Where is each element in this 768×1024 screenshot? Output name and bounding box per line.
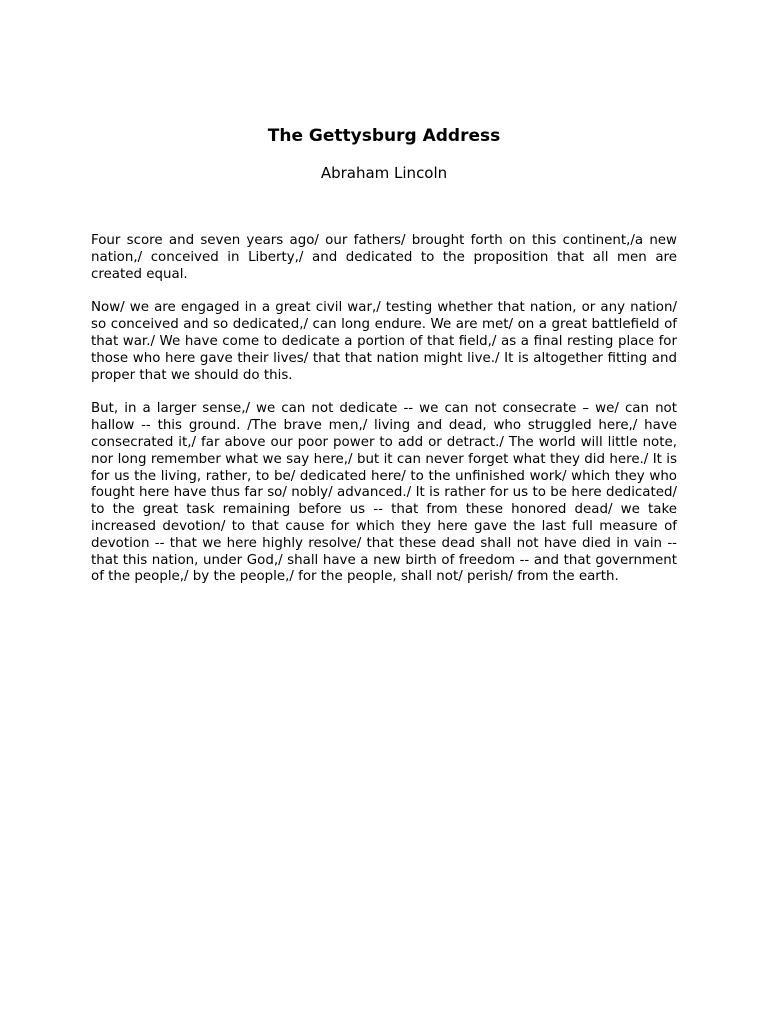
paragraph-2: Now/ we are engaged in a great civil war,/ testing whether that nation, or any nation/ so conceived and so dedicated,/ can long endure. We are met/ on a great battlefield of that war./ We have come to dedicate a portion of that field,/ as a final resting place for those who here gave their lives/ that that nation might live./ It is altogether fitting and proper that we should do this. xyxy=(91,300,677,383)
document-body xyxy=(91,233,677,603)
paragraph-3: But, in a larger sense,/ we can not dedicate -- we can not consecrate – we/ can not hallow -- this ground. /The brave men,/ living and dead, who struggled here,/ have consecrated it,/ far above our poor power to add or detract./ The world will little note, nor long remember what we say here,/ but it can never forget what they did here./ It is for us the living, rather, to be/ dedicated here/ to the unfinished work/ which they who fought here have thus far so/ nobly/ advanced./ It is rather for us to be here dedicated/ to the great task remaining before us -- that from these honored dead/ we take increased devotion/ to that cause for which they here gave the last full measure of devotion -- that we here highly resolve/ that these dead shall not have died in vain -- that this nation, under God,/ shall have a new birth of freedom -- and that government of the people,/ by the people,/ for the people, shall not/ perish/ from the earth. xyxy=(91,401,677,585)
paragraph-1: Four score and seven years ago/ our fathers/ brought forth on this continent,/a new nation,/ conceived in Liberty,/ and dedicated to the proposition that all men are created equal. xyxy=(91,233,677,282)
document-title: The Gettysburg Address xyxy=(267,126,501,146)
document-author: Abraham Lincoln xyxy=(320,164,448,182)
